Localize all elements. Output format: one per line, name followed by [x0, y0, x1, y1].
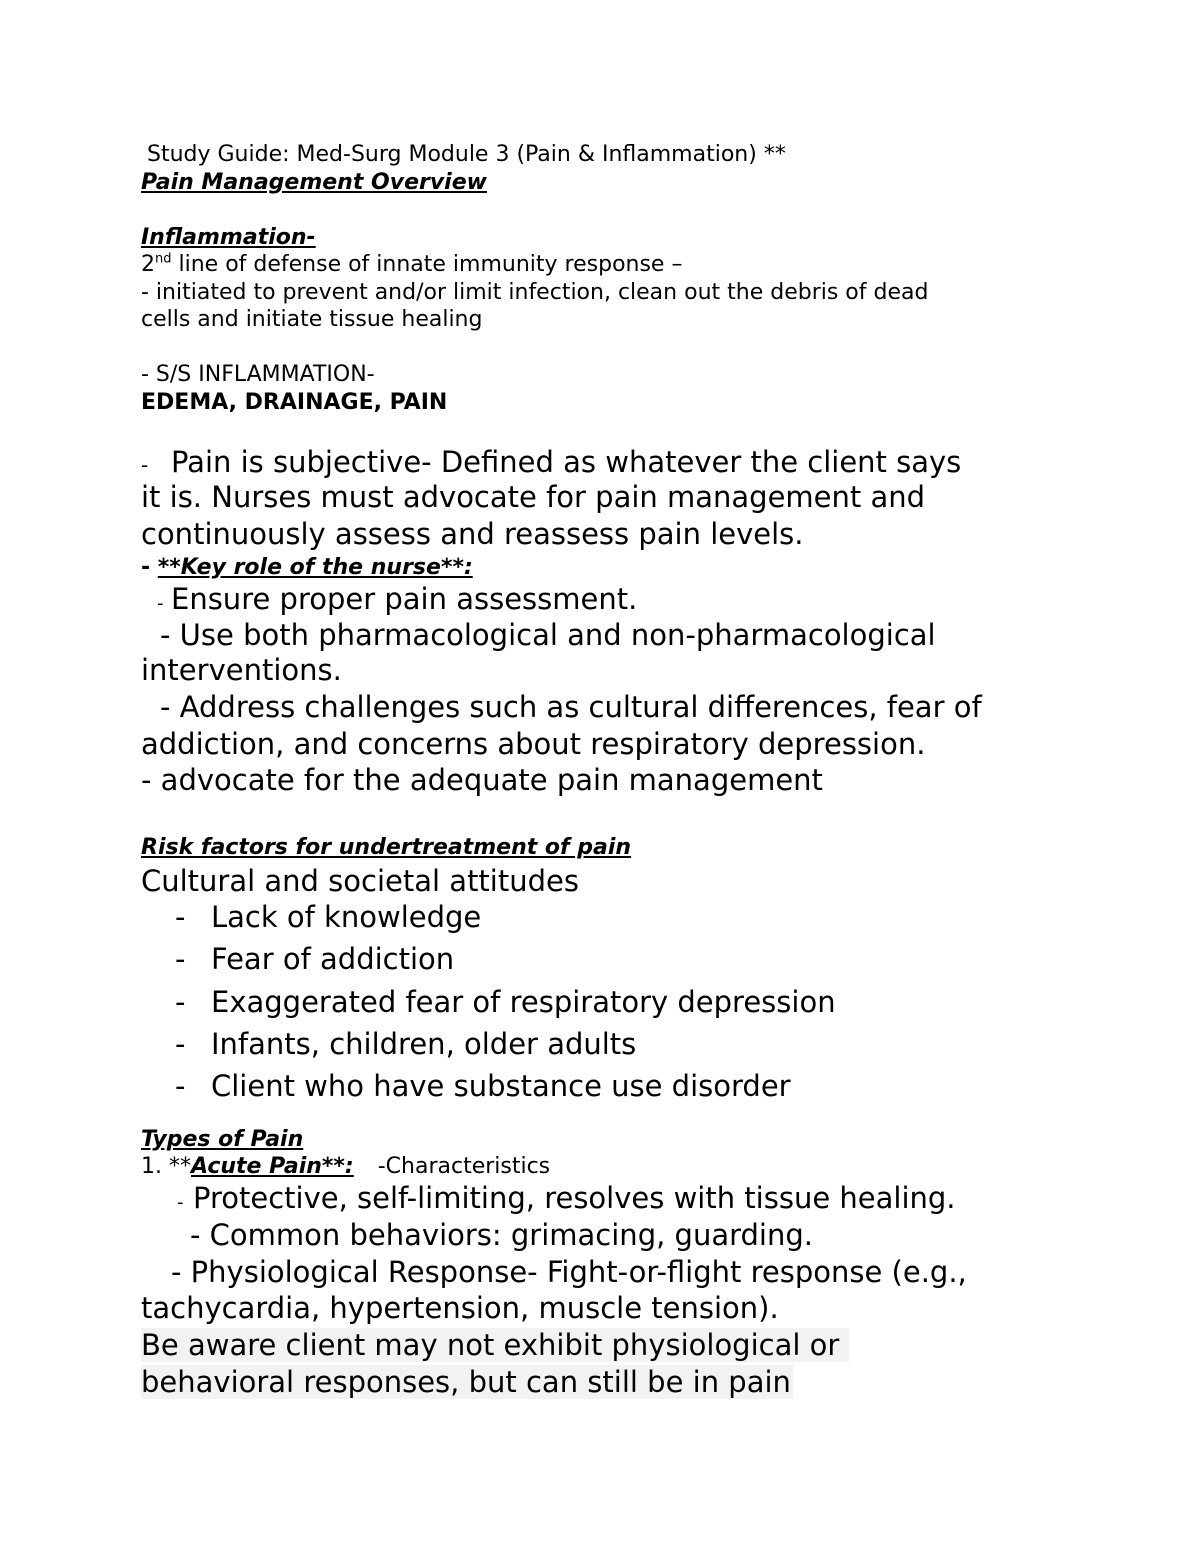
inflammation-line-3: cells and initiate tissue healing	[141, 307, 483, 332]
risk-item-text: Lack of knowledge	[211, 900, 482, 934]
key-role-item-3: - Address challenges such as cultural differences, fear of	[160, 690, 982, 724]
types-of-pain-heading: Types of Pain	[141, 1127, 304, 1152]
overview-heading: Pain Management Overview	[141, 170, 487, 195]
acute-item-1-bullet: -	[177, 1192, 184, 1213]
acute-item-1-text: Protective, self-limiting, resolves with tissue healing.	[193, 1181, 956, 1215]
acute-item-1	[177, 1181, 956, 1216]
risk-item-text: Client who have substance use disorder	[211, 1069, 791, 1103]
list-item: - Exaggerated fear of respiratory depression	[175, 985, 836, 1019]
document-title: Study Guide: Med-Surg Module 3 (Pain & Inflammation) **	[147, 142, 786, 167]
key-role-prefix: -	[141, 555, 158, 580]
pain-subjective-text-1: Pain is subjective- Defined as whatever the client says	[171, 445, 962, 479]
highlighted-note-2b: but can still be in pain	[459, 1365, 791, 1399]
key-role-item-1	[157, 582, 637, 617]
risk-item-text: Infants, children, older adults	[211, 1027, 637, 1061]
inflammation-line-1-sup: nd	[155, 251, 172, 267]
acute-item-2: - Common behaviors: grimacing, guarding.	[190, 1218, 813, 1252]
acute-pain-label: Acute Pain**:	[190, 1154, 354, 1179]
ss-inflammation-label: - S/S INFLAMMATION-	[141, 362, 375, 387]
inflammation-line-1-prefix: 2	[141, 252, 155, 277]
key-role-item-1-bullet: -	[157, 593, 164, 614]
list-item: - Lack of knowledge	[175, 900, 482, 934]
pain-subjective-line-3: continuously assess and reassess pain levels.	[141, 517, 804, 551]
list-item: - Client who have substance use disorder	[175, 1069, 791, 1103]
pain-subjective-line-1	[141, 445, 961, 480]
pain-subjective-bullet: -	[141, 453, 149, 477]
acute-pain-prefix: 1. **	[141, 1154, 191, 1179]
key-role-item-4: - advocate for the adequate pain management	[141, 763, 823, 797]
acute-pain-line	[141, 1154, 550, 1180]
key-role-item-2: - Use both pharmacological and non-pharmacological	[160, 618, 936, 652]
acute-pain-characteristics: -Characteristics	[377, 1154, 551, 1179]
risk-item-text: Fear of addiction	[211, 942, 455, 976]
highlighted-note-1: Be aware client may not exhibit physiological or	[141, 1328, 849, 1362]
acute-note-line-2	[141, 1365, 793, 1400]
list-item: - Infants, children, older adults	[175, 1027, 637, 1061]
key-role-item-3-cont: addiction, and concerns about respiratory depression.	[141, 727, 926, 761]
inflammation-line-1-rest: line of defense of innate immunity response –	[171, 252, 683, 277]
inflammation-heading: Inflammation-	[141, 225, 316, 250]
risk-factors-heading: Risk factors for undertreatment of pain	[141, 835, 632, 860]
acute-item-3: - Physiological Response- Fight-or-flight response (e.g.,	[171, 1255, 967, 1289]
list-item: - Fear of addiction	[175, 942, 455, 976]
key-role-item-2-cont: interventions.	[141, 653, 342, 687]
key-role-heading-line	[141, 555, 473, 581]
risk-item-text: Exaggerated fear of respiratory depression	[211, 985, 836, 1019]
highlighted-note-2a: behavioral responses,	[141, 1365, 460, 1399]
key-role-item-1-text: Ensure proper pain assessment.	[171, 582, 638, 616]
inflammation-line-2: - initiated to prevent and/or limit infection, clean out the debris of dead	[141, 280, 929, 305]
acute-note-line-1	[141, 1328, 849, 1363]
risk-factors-intro: Cultural and societal attitudes	[141, 864, 579, 898]
acute-item-3-cont: tachycardia, hypertension, muscle tension).	[141, 1291, 779, 1325]
pain-subjective-line-2: it is. Nurses must advocate for pain management and	[141, 480, 926, 514]
inflammation-line-1	[141, 252, 682, 278]
key-role-heading: **Key role of the nurse**:	[157, 555, 473, 580]
ss-inflammation-values: EDEMA, DRAINAGE, PAIN	[141, 390, 448, 415]
